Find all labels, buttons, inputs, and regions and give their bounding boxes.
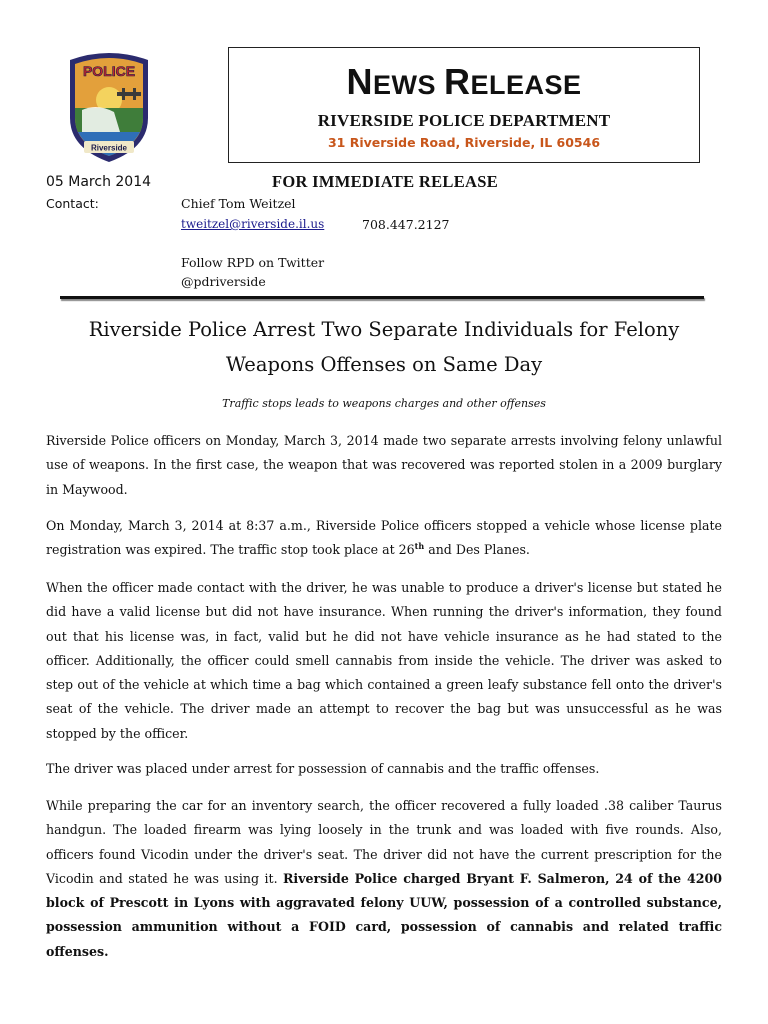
badge-top-text: POLICE [82, 63, 136, 79]
badge-bottom-text: Riverside [90, 143, 128, 153]
paragraph-4: The driver was placed under arrest for possession of cannabis and the traffic offenses. [46, 761, 600, 776]
paragraph-2-text: On Monday, March 3, 2014 at 8:37 a.m., Riverside Police officers stopped a vehicle whose license plate registration was expired. The traffic stop took place at 26 [46, 518, 722, 558]
contact-email-link[interactable]: tweitzel@riverside.il.us [181, 217, 325, 231]
release-date: 05 March 2014 [46, 174, 152, 190]
title-rest-2: ELEASE [470, 70, 582, 100]
ordinal-suffix: th [414, 541, 425, 552]
title-rest-1: EWS [372, 70, 444, 100]
contact-phone: 708.447.2127 [362, 217, 450, 232]
title-initial-n: N [346, 61, 373, 102]
header-divider [60, 296, 704, 299]
title-initial-r: R [443, 61, 471, 102]
department-name: RIVERSIDE POLICE DEPARTMENT [317, 111, 611, 130]
paragraph-2 [46, 514, 722, 563]
twitter-follow-text: Follow RPD on Twitter [181, 255, 325, 270]
news-release-title [229, 62, 699, 110]
contact-name: Chief Tom Weitzel [181, 196, 296, 211]
paragraph-5 [46, 794, 722, 964]
paragraph-3: When the officer made contact with the driver, he was unable to produce a driver's license but stated he did have a valid license but did not have insurance. When running the driver's information, they found out that his license was, in fact, valid but he did not have vehicle insurance as he had stated to the officer. Additionally, the officer could smell cannabis from inside the vehicle. The driver was asked to step out of the vehicle at which time a bag which contained a green leafy substance fell onto the driver's seat of the vehicle. The driver made an attempt to recover the bag but was unsuccessful as he was stopped by the officer. [46, 580, 722, 741]
article-subhead: Traffic stops leads to weapons charges and other offenses [222, 397, 546, 410]
paragraph-1: Riverside Police officers on Monday, March 3, 2014 made two separate arrests involving felony unlawful use of weapons. In the first case, the weapon that was recovered was reported stolen in a 2009 burglary in Maywood. [46, 433, 722, 497]
paragraph-5-text: While preparing the car for an inventory search, the officer recovered a fully loaded .38 caliber Taurus handgun. The loaded firearm was lying loosely in the trunk and was loaded with five rounds. Also, officers found Vicodin under the driver's seat. The driver did not have the current prescription for the Vicodin and stated he was using it. [46, 798, 722, 886]
police-badge-logo [62, 48, 156, 164]
headline-line-2: Weapons Offenses on Same Day [225, 353, 543, 376]
charges-statement: Riverside Police charged Bryant F. Salmeron, 24 of the 4200 block of Prescott in Lyons with aggravated felony UUW, possession of a controlled substance, possession ammunition without a FOID card, possession of cannabis and related traffic offenses. [46, 870, 722, 959]
contact-label: Contact: [46, 196, 99, 211]
headline-line-1: Riverside Police Arrest Two Separate Individuals for Felony [88, 318, 680, 341]
twitter-handle: @pdriverside [181, 274, 266, 289]
article-headline [40, 312, 728, 382]
release-type: FOR IMMEDIATE RELEASE [272, 172, 499, 191]
department-address: 31 Riverside Road, Riverside, IL 60546 [327, 135, 601, 150]
paragraph-2-end: and Des Planes. [424, 542, 530, 558]
news-release-header [228, 47, 700, 163]
